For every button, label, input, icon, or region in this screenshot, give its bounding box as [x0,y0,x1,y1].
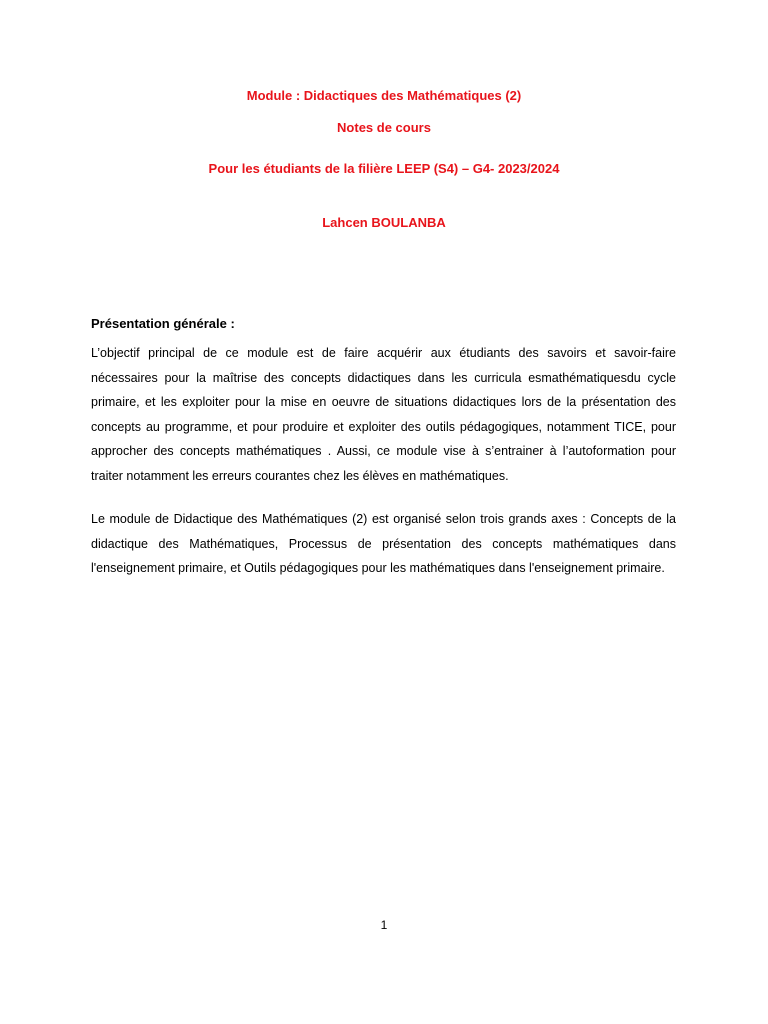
audience-line: Pour les étudiants de la filière LEEP (S4) – G4- 2023/2024 [208,161,560,176]
document-subtitle: Notes de cours [337,120,431,135]
page-number: 1 [380,918,388,932]
author-name: Lahcen BOULANBA [322,215,446,230]
paragraph-objective: L’objectif principal de ce module est de faire acquérir aux étudiants des savoirs et savoir-faire nécessaires pour la maîtrise des concepts didactiques dans les curricula esmathématiquesdu cycle primaire, et les exploiter pour la mise en oeuvre de situations didactiques lors de la présentation des concepts au programme, et pour produire et exploiter des outils pédagogiques, notamment TICE, pour approcher des concepts mathématiques . Aussi, ce module vise à s’entrainer à l’autoformation pour traiter notamment les erreurs courantes chez les élèves en mathématiques. [91,346,676,483]
paragraph-organization: Le module de Didactique des Mathématiques (2) est organisé selon trois grands axes : Concepts de la didactique des Mathématiques, Processus de présentation des concepts mathématiques dans l'enseignement primaire, et Outils pédagogiques pour les mathématiques dans l'enseignement primaire. [91,512,676,575]
section-title: Présentation générale : [91,316,235,331]
module-title: Module : Didactiques des Mathématiques (2) [246,88,522,103]
